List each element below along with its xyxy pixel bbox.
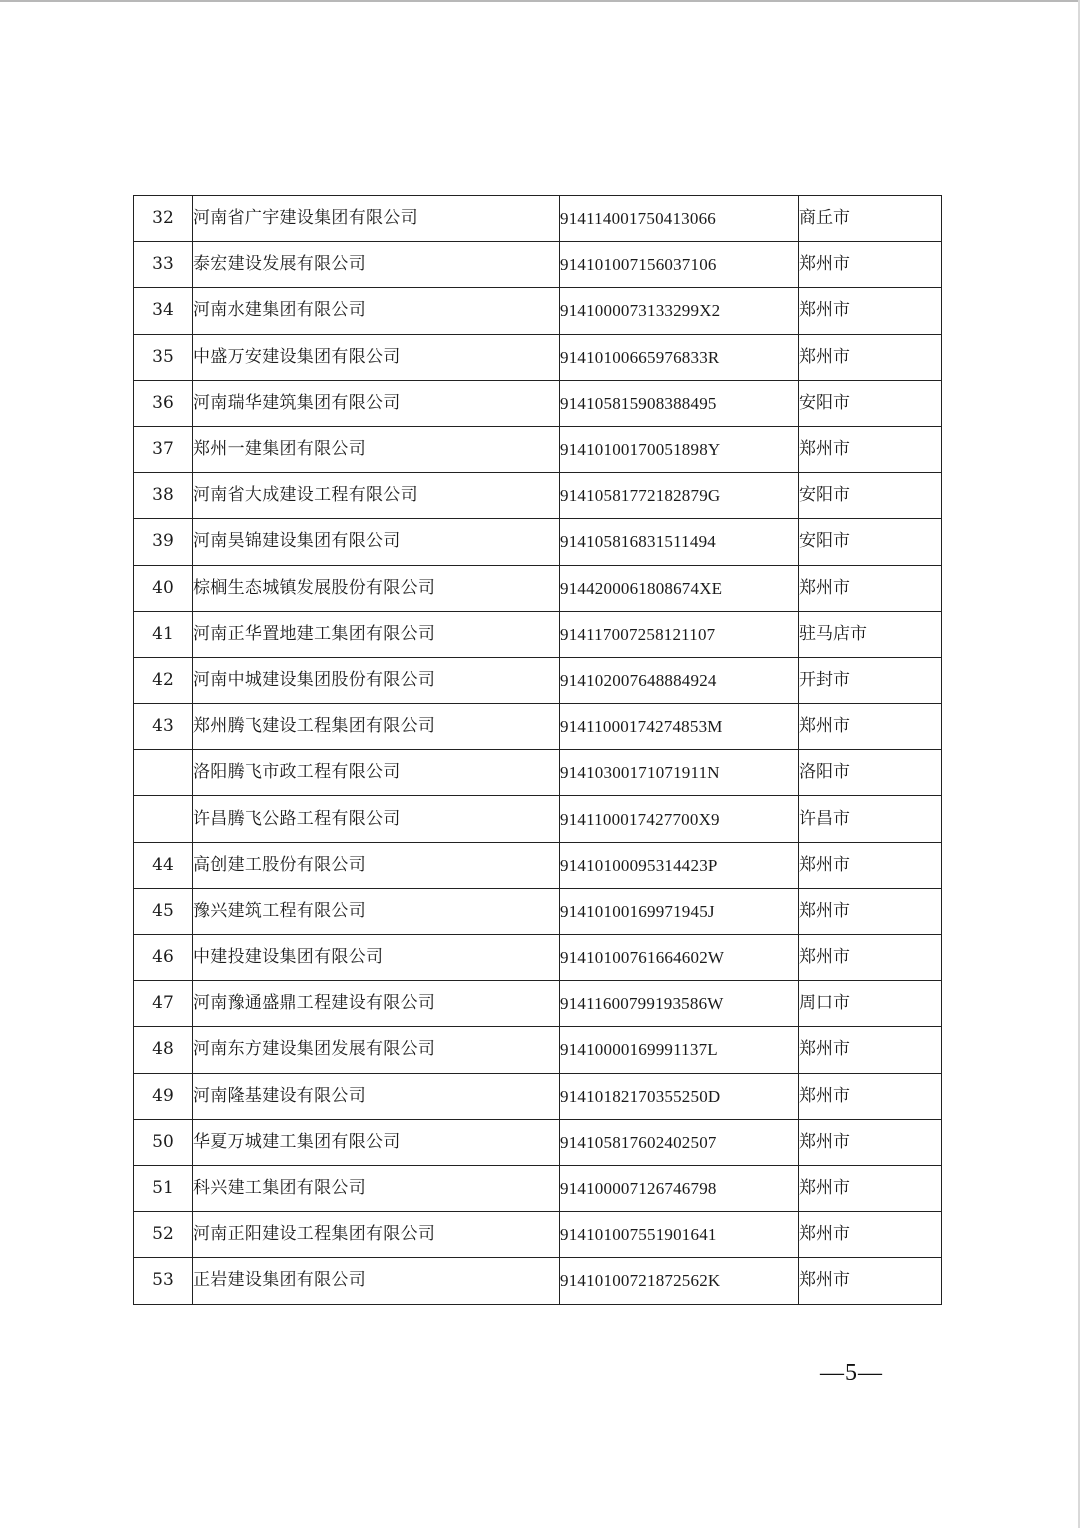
company-name: 中建投建设集团有限公司 <box>193 935 560 981</box>
company-name: 泰宏建设发展有限公司 <box>193 242 560 288</box>
row-number: 47 <box>134 981 193 1027</box>
table-row <box>134 796 942 842</box>
credit-code: 914105815908388495 <box>560 380 799 426</box>
table-row <box>134 935 942 981</box>
company-list-body <box>134 196 942 1305</box>
city: 许昌市 <box>799 796 942 842</box>
credit-code: 91410100721872562K <box>560 1258 799 1304</box>
table-row <box>134 288 942 334</box>
company-name: 棕榈生态城镇发展股份有限公司 <box>193 565 560 611</box>
row-number: 44 <box>134 842 193 888</box>
company-name: 豫兴建筑工程有限公司 <box>193 888 560 934</box>
city: 郑州市 <box>799 704 942 750</box>
company-name: 洛阳腾飞市政工程有限公司 <box>193 750 560 796</box>
city: 安阳市 <box>799 519 942 565</box>
city: 郑州市 <box>799 888 942 934</box>
city: 郑州市 <box>799 1165 942 1211</box>
row-number: 35 <box>134 334 193 380</box>
row-number: 33 <box>134 242 193 288</box>
company-name: 河南瑞华建筑集团有限公司 <box>193 380 560 426</box>
credit-code: 914100007126746798 <box>560 1165 799 1211</box>
city: 郑州市 <box>799 1119 942 1165</box>
row-number: 40 <box>134 565 193 611</box>
city: 郑州市 <box>799 288 942 334</box>
company-name: 河南东方建设集团发展有限公司 <box>193 1027 560 1073</box>
row-number: 32 <box>134 196 193 242</box>
credit-code: 91410300171071911N <box>560 750 799 796</box>
page-number: —5— <box>820 1360 883 1386</box>
city: 郑州市 <box>799 842 942 888</box>
row-number: 37 <box>134 426 193 472</box>
city: 开封市 <box>799 657 942 703</box>
table-row <box>134 1119 942 1165</box>
city: 郑州市 <box>799 426 942 472</box>
credit-code: 91410581772182879G <box>560 473 799 519</box>
company-name: 河南中城建设集团股份有限公司 <box>193 657 560 703</box>
credit-code: 91410100095314423P <box>560 842 799 888</box>
city: 郑州市 <box>799 1073 942 1119</box>
table-row <box>134 657 942 703</box>
city: 安阳市 <box>799 473 942 519</box>
company-name: 河南豫通盛鼎工程建设有限公司 <box>193 981 560 1027</box>
row-number: 45 <box>134 888 193 934</box>
row-number: 51 <box>134 1165 193 1211</box>
company-list-table <box>133 195 942 1305</box>
table-row <box>134 1212 942 1258</box>
company-name: 中盛万安建设集团有限公司 <box>193 334 560 380</box>
company-name: 河南正华置地建工集团有限公司 <box>193 611 560 657</box>
credit-code: 914105817602402507 <box>560 1119 799 1165</box>
table-row <box>134 426 942 472</box>
table-row <box>134 611 942 657</box>
row-number <box>134 750 193 796</box>
row-number: 46 <box>134 935 193 981</box>
credit-code: 914102007648884924 <box>560 657 799 703</box>
city: 郑州市 <box>799 935 942 981</box>
table-row <box>134 473 942 519</box>
city: 驻马店市 <box>799 611 942 657</box>
company-name: 科兴建工集团有限公司 <box>193 1165 560 1211</box>
company-name: 郑州腾飞建设工程集团有限公司 <box>193 704 560 750</box>
city: 郑州市 <box>799 1258 942 1304</box>
credit-code: 914114001750413066 <box>560 196 799 242</box>
row-number: 42 <box>134 657 193 703</box>
table-row <box>134 519 942 565</box>
table-row <box>134 380 942 426</box>
credit-code: 91410000169991137L <box>560 1027 799 1073</box>
table-row <box>134 334 942 380</box>
credit-code: 914117007258121107 <box>560 611 799 657</box>
row-number: 34 <box>134 288 193 334</box>
company-name: 河南水建集团有限公司 <box>193 288 560 334</box>
company-name: 河南省广宇建设集团有限公司 <box>193 196 560 242</box>
credit-code: 9144200061808674XE <box>560 565 799 611</box>
row-number: 50 <box>134 1119 193 1165</box>
credit-code: 914101007156037106 <box>560 242 799 288</box>
row-number: 39 <box>134 519 193 565</box>
table-row <box>134 565 942 611</box>
row-number <box>134 796 193 842</box>
city: 郑州市 <box>799 334 942 380</box>
city: 郑州市 <box>799 1027 942 1073</box>
row-number: 36 <box>134 380 193 426</box>
city: 郑州市 <box>799 565 942 611</box>
city: 郑州市 <box>799 1212 942 1258</box>
row-number: 48 <box>134 1027 193 1073</box>
table-row <box>134 242 942 288</box>
company-name: 河南隆基建设有限公司 <box>193 1073 560 1119</box>
table-row <box>134 704 942 750</box>
city: 周口市 <box>799 981 942 1027</box>
company-name: 郑州一建集团有限公司 <box>193 426 560 472</box>
city: 安阳市 <box>799 380 942 426</box>
city: 商丘市 <box>799 196 942 242</box>
row-number: 43 <box>134 704 193 750</box>
company-name: 华夏万城建工集团有限公司 <box>193 1119 560 1165</box>
row-number: 41 <box>134 611 193 657</box>
company-name: 河南省大成建设工程有限公司 <box>193 473 560 519</box>
company-name: 正岩建设集团有限公司 <box>193 1258 560 1304</box>
company-name: 高创建工股份有限公司 <box>193 842 560 888</box>
credit-code: 91411000174274853M <box>560 704 799 750</box>
table-row <box>134 842 942 888</box>
credit-code: 9141000073133299X2 <box>560 288 799 334</box>
city: 郑州市 <box>799 242 942 288</box>
city: 洛阳市 <box>799 750 942 796</box>
table-row <box>134 1073 942 1119</box>
table-row <box>134 1258 942 1304</box>
row-number: 38 <box>134 473 193 519</box>
company-name: 河南正阳建设工程集团有限公司 <box>193 1212 560 1258</box>
credit-code: 914105816831511494 <box>560 519 799 565</box>
credit-code: 914101007551901641 <box>560 1212 799 1258</box>
table-row <box>134 888 942 934</box>
page-top-edge <box>0 0 1080 2</box>
company-name: 河南昊锦建设集团有限公司 <box>193 519 560 565</box>
credit-code: 9141100017427700X9 <box>560 796 799 842</box>
credit-code: 91410100170051898Y <box>560 426 799 472</box>
credit-code: 91410100761664602W <box>560 935 799 981</box>
company-name: 许昌腾飞公路工程有限公司 <box>193 796 560 842</box>
table-row <box>134 750 942 796</box>
row-number: 49 <box>134 1073 193 1119</box>
credit-code: 91410100169971945J <box>560 888 799 934</box>
table-row <box>134 196 942 242</box>
credit-code: 91410100665976833R <box>560 334 799 380</box>
row-number: 53 <box>134 1258 193 1304</box>
table-row <box>134 981 942 1027</box>
table-row <box>134 1165 942 1211</box>
table-row <box>134 1027 942 1073</box>
credit-code: 91410182170355250D <box>560 1073 799 1119</box>
row-number: 52 <box>134 1212 193 1258</box>
credit-code: 91411600799193586W <box>560 981 799 1027</box>
